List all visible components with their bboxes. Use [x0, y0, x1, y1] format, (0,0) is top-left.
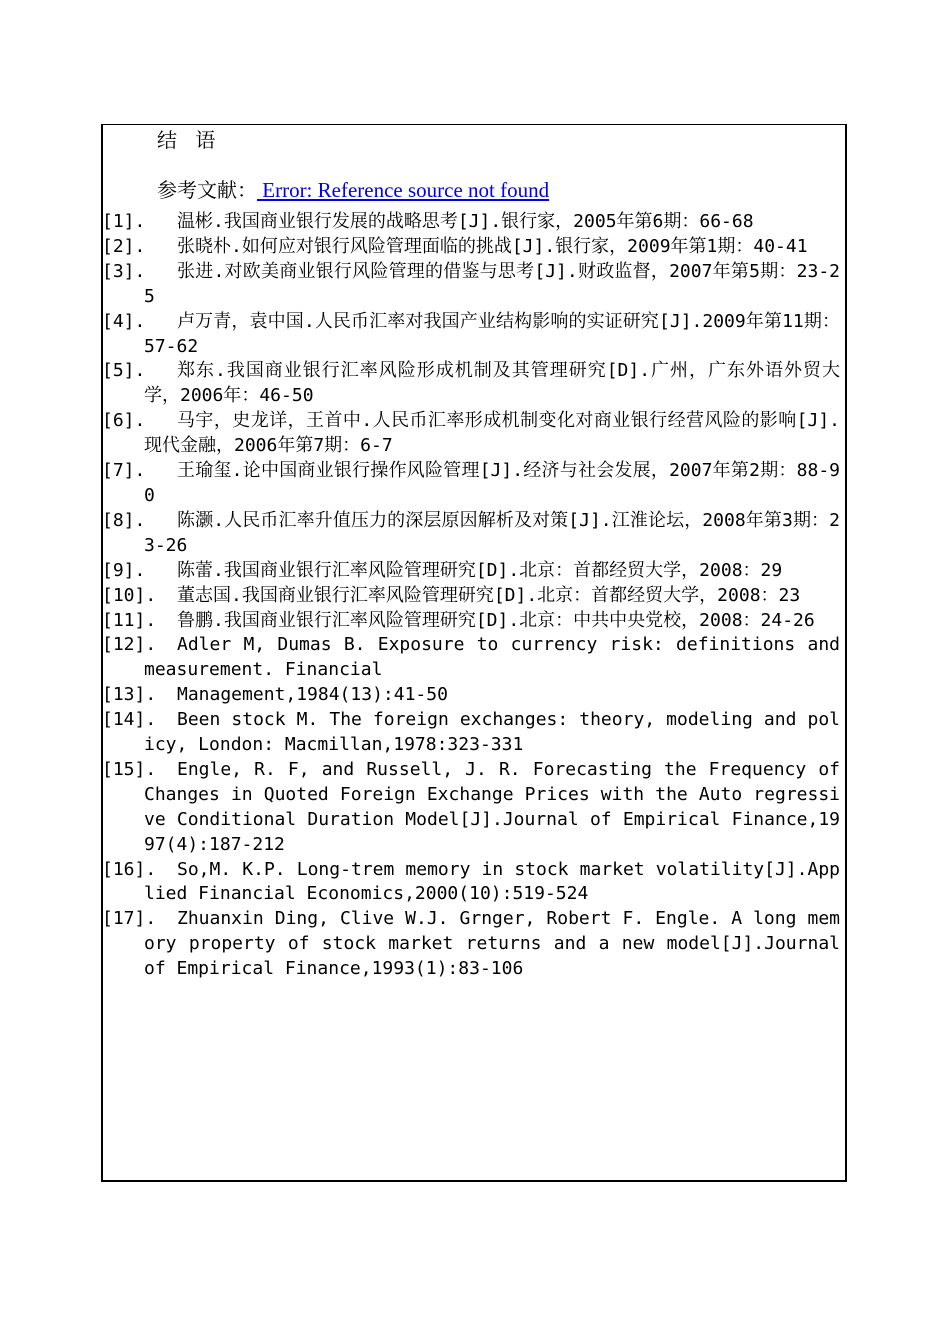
reference-text: 张晓朴.如何应对银行风险管理面临的挑战[J].银行家，2009年第1期：40-41	[177, 235, 808, 257]
reference-number: [15].	[102, 758, 157, 780]
reference-text: So,M. K.P. Long-trem memory in stock market volatility[J].Applied Financial Economics,2000(10):519-524	[144, 858, 840, 905]
reference-number: [13].	[102, 684, 157, 706]
reference-item	[102, 858, 840, 908]
reference-number: [17].	[102, 908, 157, 930]
reference-item	[102, 907, 840, 982]
reference-item	[102, 210, 840, 235]
reference-number: [16].	[102, 858, 157, 880]
reference-item	[102, 584, 840, 609]
reference-number: [1].	[102, 211, 146, 232]
reference-item	[102, 459, 840, 509]
reference-error-link[interactable]: Error: Reference source not found	[257, 178, 550, 202]
reference-text: Zhuanxin Ding, Clive W.J. Grnger, Robert F. Engle. A long memory property of stock market returns and a new model[J].Journal of Empirical Finance,1993(1):83-106	[144, 908, 840, 980]
reference-number: [4].	[102, 310, 146, 332]
reference-item	[102, 708, 840, 758]
reference-text: Been stock M. The foreign exchanges: theory, modeling and policy, London: Macmillan,1978:323-331	[144, 709, 840, 756]
reference-number: [10].	[102, 584, 157, 606]
reference-number: [3].	[102, 260, 146, 282]
reference-number: [12].	[102, 634, 157, 656]
reference-text: Engle, R. F, and Russell, J. R. Forecasting the Frequency of Changes in Quoted Foreign Exchange Prices with the Auto regressive Conditional Duration Model[J].Journal of Empirical Finance,1997(4):187-212	[144, 758, 840, 855]
reference-number: [8].	[102, 509, 146, 531]
reference-number: [11].	[102, 609, 157, 631]
reference-text: Adler M, Dumas B. Exposure to currency risk: definitions and measurement. Financial	[144, 634, 840, 681]
reference-text: 董志国.我国商业银行汇率风险管理研究[D].北京：首都经贸大学，2008：23	[177, 584, 801, 606]
reference-number: [7].	[102, 460, 146, 482]
reference-number: [14].	[102, 709, 157, 731]
reference-text: 郑东.我国商业银行汇率风险形成机制及其管理研究[D].广州，广东外语外贸大学，2006年：46-50	[144, 360, 840, 407]
reference-text: 王瑜玺.论中国商业银行操作风险管理[J].经济与社会发展，2007年第2期：88-90	[144, 460, 840, 506]
reference-number: [9].	[102, 559, 146, 581]
reference-item	[102, 310, 840, 360]
reference-text: 鲁鹏.我国商业银行汇率风险管理研究[D].北京：中共中央党校，2008：24-26	[177, 609, 815, 631]
reference-item	[102, 683, 840, 708]
reference-list	[102, 210, 840, 982]
reference-text: 马宇，史龙详，王首中.人民币汇率形成机制变化对商业银行经营风险的影响[J].现代金融，2006年第7期：6-7	[144, 410, 840, 457]
reference-item	[102, 260, 840, 310]
reference-item	[102, 359, 840, 409]
reference-text: 陈蕾.我国商业银行汇率风险管理研究[D].北京：首都经贸大学，2008：29	[177, 559, 783, 581]
reference-item	[102, 609, 840, 634]
reference-item	[102, 235, 840, 260]
reference-number: [5].	[102, 360, 146, 382]
reference-item	[102, 559, 840, 584]
reference-number: [2].	[102, 235, 146, 257]
reference-text: Management,1984(13):41-50	[177, 684, 448, 706]
reference-text: 张进.对欧美商业银行风险管理的借鉴与思考[J].财政监督，2007年第5期：23-25	[144, 260, 840, 307]
reference-text: 陈灏.人民币汇率升值压力的深层原因解析及对策[J].江淮论坛，2008年第3期：23-26	[144, 509, 840, 556]
reference-number: [6].	[102, 410, 146, 432]
reference-item	[102, 758, 840, 858]
reference-item	[102, 409, 840, 459]
reference-text: 卢万青，袁中国.人民币汇率对我国产业结构影响的实证研究[J].2009年第11期：57-62	[144, 310, 840, 357]
reference-item	[102, 633, 840, 683]
reference-text: 温彬.我国商业银行发展的战略思考[J].银行家，2005年第6期：66-68	[177, 211, 754, 232]
references-label: 参考文献：	[157, 178, 257, 202]
reference-item	[102, 509, 840, 559]
references-heading	[157, 174, 549, 203]
section-heading: 结 语	[157, 128, 222, 152]
